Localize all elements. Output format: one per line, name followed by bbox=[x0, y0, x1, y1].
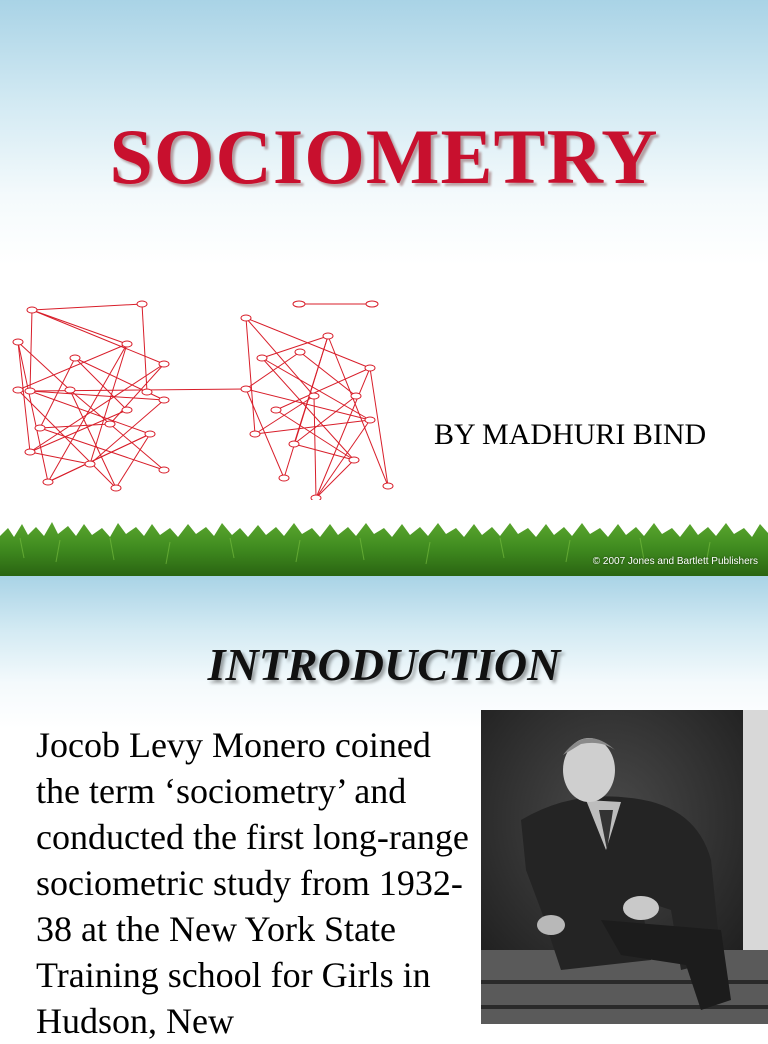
sociogram-diagram bbox=[10, 292, 405, 500]
slide-title-introduction: INTRODUCTION bbox=[207, 639, 561, 690]
slide-body-text: Jocob Levy Monero coined the term ‘sociometry’ and conducted the first long-range sociometric study from 1932-38 at the New York State Training school for Girls in Hudson, New bbox=[36, 725, 469, 1041]
slide-title: SOCIOMETRY bbox=[109, 113, 659, 200]
grass-banner bbox=[0, 518, 768, 576]
copyright-notice: © 2007 Jones and Bartlett Publishers bbox=[592, 556, 758, 567]
portrait-photo-icon bbox=[481, 710, 768, 1024]
author-byline: BY MADHURI BIND bbox=[434, 418, 707, 451]
